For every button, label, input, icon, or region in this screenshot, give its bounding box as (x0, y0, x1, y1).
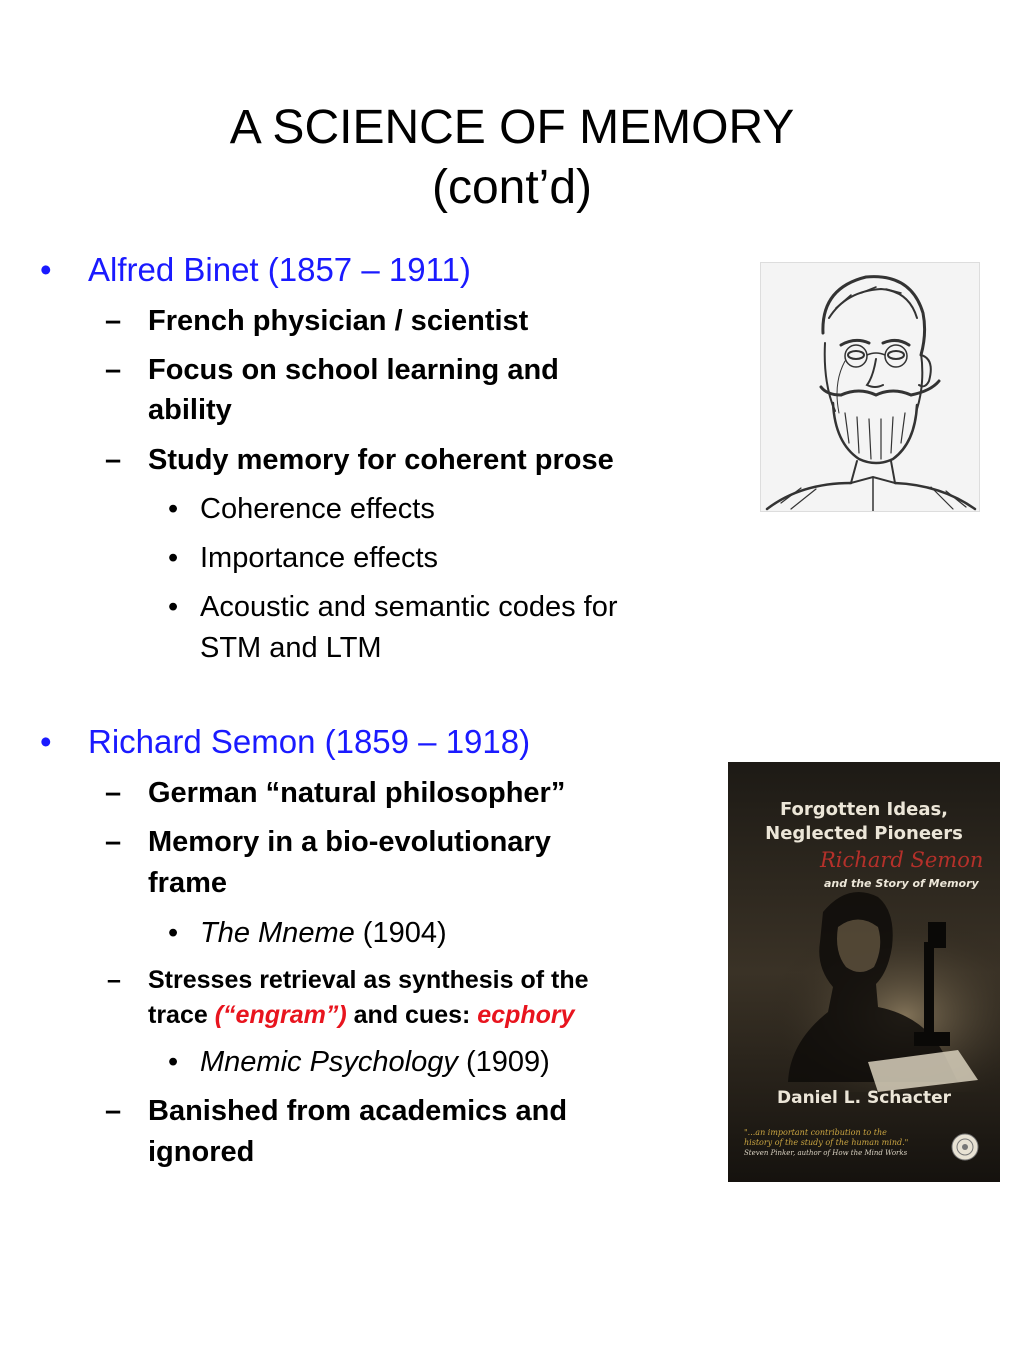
stresses-trace: trace (148, 1001, 208, 1029)
semon-item: frame (148, 867, 227, 899)
binet-portrait-image (760, 262, 980, 512)
semon-item: Memory in a bio-evolutionary (148, 826, 551, 858)
engram-term: (“engram”) (214, 1001, 347, 1029)
book-title-line-1: Forgotten Ideas, (779, 799, 949, 820)
binet-item: ability (148, 394, 232, 426)
semon-heading: Richard Semon (1859 – 1918) (88, 723, 531, 760)
stresses-line-2 (148, 997, 575, 1033)
bullet-icon: • (40, 251, 52, 288)
mneme-line (200, 913, 447, 954)
bullet-icon: • (40, 723, 52, 760)
binet-item: Study memory for coherent prose (148, 444, 614, 476)
binet-sub-item: Importance effects (200, 542, 439, 574)
mnemic-year: (1909) (465, 1046, 550, 1078)
binet-item: Focus on school learning and (148, 354, 559, 386)
mnemic-line (200, 1042, 550, 1083)
binet-heading: Alfred Binet (1857 – 1911) (88, 251, 471, 288)
mneme-year: (1904) (362, 917, 447, 949)
banished-line-2: ignored (148, 1136, 255, 1168)
bullet-icon: • (168, 1046, 179, 1078)
banished-line-1: Banished from academics and (148, 1095, 568, 1127)
book-title (728, 798, 1000, 846)
bullet-icon: • (168, 493, 179, 525)
semon-item: German “natural philosopher” (148, 777, 566, 809)
book-quote-line-1: "...an important contribution to the (744, 1128, 887, 1137)
portrait-sketch (761, 263, 979, 511)
book-quote (744, 1128, 908, 1158)
mneme-title: The Mneme (200, 917, 355, 949)
title-line-1: A SCIENCE OF MEMORY (229, 101, 795, 154)
dash-icon: – (105, 444, 122, 476)
binet-item: French physician / scientist (148, 305, 529, 337)
dash-icon: – (107, 966, 121, 994)
publisher-logo-icon (950, 1132, 980, 1162)
book-title-line-2: Neglected Pioneers (765, 823, 963, 844)
book-author: Daniel L. Schacter (776, 1088, 951, 1108)
book-signature: Richard Semon (820, 848, 984, 872)
ecphory-term: ecphory (477, 1001, 575, 1029)
book-quote-line-2: history of the study of the human mind." (744, 1138, 909, 1147)
binet-sub-item: STM and LTM (200, 632, 382, 664)
slide-title (0, 98, 1024, 218)
dash-icon: – (105, 777, 122, 809)
book-cover-image (728, 762, 1000, 1182)
book-subtitle: and the Story of Memory (824, 877, 979, 890)
title-line-2: (cont’d) (431, 161, 593, 214)
dash-icon: – (105, 826, 122, 858)
dash-icon: – (105, 305, 122, 337)
bullet-icon: • (168, 917, 179, 949)
binet-sub-item: Acoustic and semantic codes for (200, 591, 618, 623)
binet-sub-item: Coherence effects (200, 493, 435, 525)
dash-icon: – (105, 1095, 122, 1127)
bullet-icon: • (168, 542, 179, 574)
bullet-icon: • (168, 591, 179, 623)
dash-icon: – (105, 354, 122, 386)
stresses-cues: and cues: (353, 1001, 471, 1029)
book-quote-attribution: Steven Pinker, author of How the Mind Works (744, 1149, 908, 1157)
mnemic-title: Mnemic Psychology (200, 1046, 458, 1078)
stresses-line-1: Stresses retrieval as synthesis of the (148, 966, 589, 994)
